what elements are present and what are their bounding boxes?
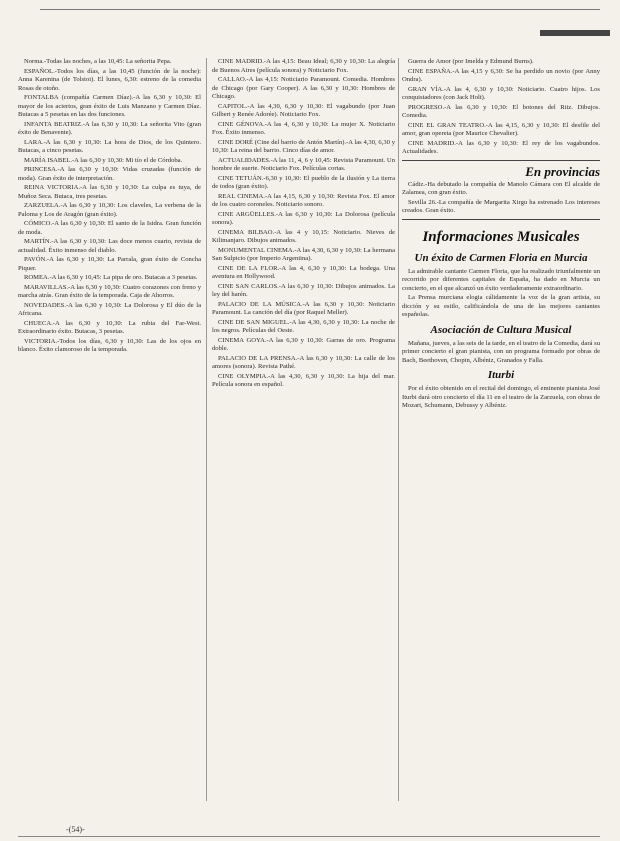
paragraph: ROMEA.-A las 6,30 y 10,45: La pipa de oro. Butacas a 3 pesetas. bbox=[24, 274, 198, 281]
paragraph: Norma.-Todas las noches, a las 10,45: La señorita Pepa. bbox=[24, 58, 172, 65]
paragraph: MARTÍN.-A las 6,30 y 10,30: Las doce menos cuarto, revista de actualidad. Éxito inmenso del diablo. bbox=[18, 238, 201, 254]
cultura-heading: Asociación de Cultura Musical bbox=[430, 323, 572, 336]
column-2 bbox=[212, 58, 395, 807]
paragraph: MARÍA ISABEL.-A las 6,30 y 10,30: Mi tío el de Córdoba. bbox=[24, 156, 183, 164]
paragraph: CINEMA GOYA.-A las 6,30 y 10,30: Garras de oro. Programa doble. bbox=[212, 336, 395, 352]
paragraph: CHUECA.-A las 6,30 y 10,30: La rubia del Far-West. Extraordinario éxito. Butacas, 3 pesetas. bbox=[18, 319, 201, 335]
header-rule bbox=[40, 9, 600, 10]
paragraph: Sevilla 26.-La compañía de Margarita Xirgu ha estrenado Los intereses creados. Gran éxito. bbox=[402, 198, 600, 214]
paragraph: CAPITOL.-A las 4,30, 6,30 y 10,30: El vagabundo (por Juan Gilbert y Renée Adorée). Noticiario Fox. bbox=[212, 102, 395, 118]
paragraph: Guerra de Amor (por Imelda y Edmund Burns). bbox=[408, 58, 534, 65]
paragraph: PROGRESO.-A las 6,30 y 10,30: El botones del Ritz. Dibujos. Comedia. bbox=[402, 103, 600, 119]
iturbi-text bbox=[402, 385, 600, 411]
provincias-text bbox=[402, 181, 600, 216]
column-3 bbox=[402, 58, 600, 807]
paragraph: La Prensa murciana elogia cálidamente la voz de la gran artista, su dicción y su estilo, calificándola de una de las mejores cantantes españolas. bbox=[402, 294, 600, 318]
paragraph: CINE DORÉ (Cine del barrio de Antón Martín).-A las 4,30, 6,30 y 10,30: La reina del barrio. Cinco días de amor. bbox=[212, 138, 395, 154]
paragraph: MARAVILLAS.-A las 6,30 y 10,30: Cuatro corazones con freno y marcha atrás. Gran éxito de la temporada. Caja de Ahorros. bbox=[18, 283, 201, 299]
paragraph: CINE GÉNOVA.-A las 4, 6,30 y 10,30: La mujer X. Noticiario Fox. Éxito inmenso. bbox=[212, 120, 395, 136]
column-1 bbox=[18, 58, 201, 807]
header-box bbox=[540, 26, 610, 40]
section-rule bbox=[402, 219, 600, 220]
paragraph: ESPAÑOL.-Todos los días, a las 10,45 (función de la noche): Anna Karenina (de Tolstoi). El lunes, 6,30: estreno de la comedia Rosas de otoño. bbox=[18, 67, 201, 92]
paragraph: ACTUALIDADES.-A las 11, 4, 6 y 10,45: Revista Paramount. Un hombre de suerte. Noticiario Fox. Películas cortas. bbox=[212, 156, 395, 172]
paragraph: Por el éxito obtenido en el recital del domingo, el eminente pianista José Iturbi dará otro concierto el día 11 en el teatro de la Zarzuela, con obras de Mozart, Schumann, Debussy y Albéniz. bbox=[402, 385, 600, 409]
provincias-heading: En provincias bbox=[525, 163, 600, 179]
music-heading: Informaciones Musicales bbox=[422, 228, 580, 245]
paragraph: ZARZUELA.-A las 6,30 y 10,30: Los claveles, La verbena de la Paloma y Los de Aragón (gran éxito). bbox=[18, 202, 201, 218]
cultura-text bbox=[402, 340, 600, 366]
paragraph: VICTORIA.-Todos los días, 6,30 y 10,30: Las de los ojos en blanco. Éxito clamoroso de la temporada. bbox=[18, 337, 201, 353]
paragraph: CALLAO.-A las 4,15: Noticiario Paramount. Comedia. Hombres de Chicago (por Gary Cooper). A las 6,30 y 10,30: Hombres de Chicago. bbox=[212, 76, 395, 100]
paragraph: INFANTA BEATRIZ.-A las 6,30 y 10,30: La señorita Vito (gran éxito de Benavente). bbox=[18, 120, 201, 136]
paragraph: REAL CINEMA.-A las 4,15, 6,30 y 10,30: Revista Fox. El amor de los cuatro coroneles. Noticiario sonoro. bbox=[212, 192, 395, 208]
paragraph: CINE DE LA FLOR.-A las 4, 6,30 y 10,30: La bodega. Una aventura en Hollywood. bbox=[212, 264, 395, 280]
florio-text bbox=[402, 268, 600, 320]
iturbi-heading: Iturbi bbox=[487, 369, 515, 381]
header-box-bar bbox=[540, 30, 610, 36]
paragraph: CINE SAN CARLOS.-A las 6,30 y 10,30: Dibujos animados. La ley del harén. bbox=[212, 282, 395, 298]
paragraph: CINE MADRID.-A las 6,30 y 10,30: El rey de los vagabundos. Actualidades. bbox=[402, 139, 600, 155]
paragraph: Mañana, jueves, a las seis de la tarde, en el teatro de la Comedia, dará su primer concierto el gran pianista, con un programa formado por obras de Bach, Beethoven, Chopin, Albéniz, Granados y Falla. bbox=[402, 339, 600, 364]
paragraph: GRAN VÍA.-A las 4, 6,30 y 10,30: Noticiario. Cuatro hijos. Los conquistadores (con Jack Holt). bbox=[402, 85, 600, 101]
paragraph: CINE ARGÜELLES.-A las 6,30 y 10,30: La Dolorosa (película sonora). bbox=[212, 210, 395, 226]
paragraph: CINE ESPAÑA.-A las 4,15 y 6,30: Se ha perdido un novio (por Anny Ondra). bbox=[402, 67, 600, 83]
paragraph: PAVÓN.-A las 6,30 y 10,30: La Parrala, gran éxito de Concha Piquer. bbox=[18, 256, 201, 272]
paragraph: CINE EL GRAN TEATRO.-A las 4,15, 6,30 y 10,30: El desfile del amor, gran opereta (por Maurice Chevalier). bbox=[402, 121, 600, 137]
paragraph: CÓMICO.-A las 6,30 y 10,30: El santo de la Isidra. Gran función de moda. bbox=[18, 220, 201, 236]
column-3-listings bbox=[402, 58, 600, 157]
paragraph: CINE OLYMPIA.-A las 4,30, 6,30 y 10,30: La hija del mar. Película sonora en español. bbox=[212, 372, 395, 388]
paragraph: PRINCESA.-A las 6,30 y 10,30: Vidas cruzadas (función de moda). Gran éxito de interpretación. bbox=[18, 166, 201, 182]
paragraph: CINEMA BILBAO.-A las 4 y 10,15: Noticiario. Nieves de Kilimanjaro. Dibujos animados. bbox=[212, 228, 395, 244]
paragraph: NOVEDADES.-A las 6,30 y 10,30: La Dolorosa y El dúo de la Africana. bbox=[18, 301, 201, 317]
paragraph: La admirable cantante Carmen Floria, que ha realizado triunfalmente un recorrido por diferentes capitales de España, ha dado en Murcia un concierto, en el que alcanzó un éxito verdaderamente extraordinario. bbox=[402, 267, 600, 292]
paragraph: Cádiz.-Ha debutado la compañía de Manolo Cámara con El alcalde de Zalamea, con gran éxito. bbox=[402, 180, 600, 196]
footer-rule bbox=[18, 836, 600, 837]
florio-heading: Un éxito de Carmen Floria en Murcia bbox=[414, 251, 588, 264]
paragraph: PALACIO DE LA MÚSICA.-A las 6,30 y 10,30: Noticiario Paramount. La canción del día (por Raquel Meller). bbox=[212, 300, 395, 316]
paragraph: CINE DE SAN MIGUEL.-A las 4,30, 6,30 y 10,30: La noche de los negros. Películas del Oeste. bbox=[212, 318, 395, 334]
paragraph: CINE TETUÁN.-6,30 y 10,30: El pueblo de la ilusión y La tierra de todos (gran éxito). bbox=[212, 174, 395, 190]
paragraph: LARA.-A las 6,30 y 10,30: La hora de Dios, de los Quintero. Butacas, a cinco pesetas. bbox=[18, 138, 201, 154]
column-divider-1 bbox=[206, 58, 207, 801]
paragraph: CINE MADRID.-A las 4,15: Beau Ideal; 6,30 y 10,30: La alegría de Buenos Aires (película sonora) y Noticiario Fox. bbox=[212, 58, 395, 74]
column-divider-2 bbox=[398, 58, 399, 801]
section-rule bbox=[402, 160, 600, 161]
header-rule-area bbox=[0, 0, 620, 18]
paragraph: PALACIO DE LA PRENSA.-A las 6,30 y 10,30: La calle de los amores (sonora). Revista Pathé. bbox=[212, 354, 395, 370]
paragraph: FONTALBA (compañía Carmen Díaz).-A las 6,30 y 10,30: El mayor de los aciertos, gran éxito de Luis Manzano y Carmen Díaz. Butacas a 5 pesetas en las dos funciones. bbox=[18, 94, 201, 118]
paragraph: REINA VICTORIA.-A las 6,30 y 10,30: La culpa es tuya, de Muñoz Seca. Butaca, tres pesetas. bbox=[18, 184, 201, 200]
paragraph: MONUMENTAL CINEMA.-A las 4,30, 6,30 y 10,30: La hermana San Sulpicio (por Imperio Argentina). bbox=[212, 246, 395, 262]
page-number: -(54)- bbox=[66, 825, 85, 834]
